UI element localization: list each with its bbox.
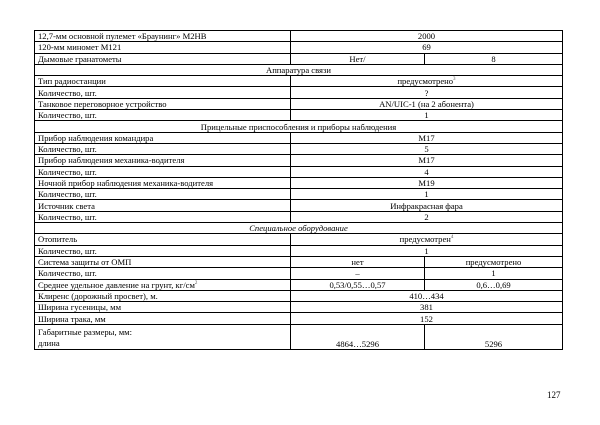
row-label bbox=[35, 166, 291, 177]
row-label bbox=[35, 87, 291, 98]
row-label-text: Прибор наблюдения механика-водителя bbox=[38, 155, 185, 166]
table-row bbox=[35, 132, 563, 143]
row-value-text: М17 bbox=[418, 132, 435, 143]
row-value bbox=[291, 76, 563, 87]
row-label-text: Танковое переговорное устройство bbox=[38, 98, 167, 109]
row-value-text: ? bbox=[424, 87, 429, 98]
row-label-text: Ширина трака, мм bbox=[38, 313, 106, 324]
row-label-text: Среднее удельное давление на грунт, кг/см bbox=[38, 279, 195, 290]
row-label-text: Количество, шт. bbox=[38, 189, 97, 200]
row-label-text: Система защиты от ОМП bbox=[38, 257, 132, 268]
table-row bbox=[35, 110, 563, 121]
row-label bbox=[35, 177, 291, 188]
row-label bbox=[35, 31, 291, 42]
row-label bbox=[35, 189, 291, 200]
table-row bbox=[35, 189, 563, 200]
row-label-text: Прибор наблюдения командира bbox=[38, 132, 154, 143]
row-value bbox=[291, 302, 563, 313]
row-value bbox=[291, 110, 563, 121]
row-label bbox=[35, 313, 291, 324]
row-label-text: Отопитель bbox=[38, 234, 78, 245]
row-label bbox=[35, 53, 291, 64]
row-value-text: 4 bbox=[424, 166, 429, 177]
row-label bbox=[35, 110, 291, 121]
row-value-b: 1 bbox=[425, 268, 563, 279]
row-value-a: Нет/ bbox=[291, 53, 425, 64]
table-row bbox=[35, 87, 563, 98]
table-row bbox=[35, 98, 563, 109]
row-value-b: предусмотрено bbox=[425, 256, 563, 267]
table-row bbox=[35, 53, 563, 64]
row-value-text: 1 bbox=[424, 110, 429, 121]
row-label-text: Количество, шт. bbox=[38, 245, 97, 256]
row-value-text: 69 bbox=[422, 42, 431, 53]
row-value-text: 152 bbox=[420, 313, 433, 324]
row-value-a: 0,53/0,55…0,57 bbox=[291, 279, 425, 290]
row-label bbox=[35, 245, 291, 256]
table-row bbox=[35, 245, 563, 256]
row-value bbox=[291, 189, 563, 200]
table-row bbox=[35, 268, 563, 279]
row-label-text: Тип радиостанции bbox=[38, 76, 106, 87]
row-label-text: Количество, шт. bbox=[38, 211, 97, 222]
row-label-text: Клиренс (дорожный просвет), м. bbox=[38, 290, 158, 301]
row-label-line-2: длина bbox=[38, 337, 60, 348]
row-value-a: – bbox=[291, 268, 425, 279]
row-label-text: 12,7-мм основной пулемет «Браунинг» М2НВ bbox=[38, 31, 207, 42]
table-row bbox=[35, 31, 563, 42]
table-row bbox=[35, 324, 563, 349]
page-number: 127 bbox=[547, 390, 561, 400]
table-row bbox=[35, 42, 563, 53]
row-value-b: 8 bbox=[425, 53, 563, 64]
row-label bbox=[35, 279, 291, 290]
row-value-text: 1 bbox=[424, 245, 429, 256]
row-value-text: предусмотрен bbox=[399, 234, 451, 245]
row-value bbox=[291, 290, 563, 301]
row-label-text: Дымовые гранатометы bbox=[38, 53, 122, 64]
row-value-text: 2000 bbox=[417, 31, 436, 42]
section-header-row bbox=[35, 223, 563, 234]
row-value-b: 0,6…0,69 bbox=[425, 279, 563, 290]
row-value bbox=[291, 42, 563, 53]
row-label-text: 120-мм миномет М121 bbox=[38, 42, 122, 53]
row-value bbox=[291, 143, 563, 154]
row-value bbox=[291, 87, 563, 98]
table-row bbox=[35, 177, 563, 188]
row-label bbox=[35, 256, 291, 267]
value-superscript: 3 bbox=[453, 77, 456, 83]
row-value-text: М19 bbox=[418, 178, 435, 188]
row-label-text: Количество, шт. bbox=[38, 268, 97, 279]
value-superscript: 4 bbox=[450, 235, 454, 241]
table-row bbox=[35, 76, 563, 87]
specifications-table-body bbox=[35, 31, 563, 350]
row-label bbox=[35, 234, 291, 245]
table-row bbox=[35, 200, 563, 211]
row-value bbox=[291, 98, 563, 109]
row-label-text: Источник света bbox=[38, 200, 95, 211]
row-label-text: Количество, шт. bbox=[38, 87, 97, 98]
row-value-text: 1 bbox=[424, 189, 429, 200]
row-value bbox=[291, 166, 563, 177]
row-label-text: Ночной прибор наблюдения механика-водителя bbox=[38, 178, 214, 188]
row-value bbox=[291, 211, 563, 222]
row-label bbox=[35, 290, 291, 301]
specifications-table bbox=[34, 30, 563, 350]
row-value bbox=[291, 313, 563, 324]
row-label bbox=[35, 211, 291, 222]
row-label bbox=[35, 76, 291, 87]
row-value bbox=[291, 177, 563, 188]
table-row bbox=[35, 234, 563, 245]
row-label bbox=[35, 42, 291, 53]
row-label-text: Количество, шт. bbox=[38, 110, 97, 121]
row-label bbox=[35, 132, 291, 143]
row-label-text: Количество, шт. bbox=[38, 144, 97, 155]
row-value-b: 5296 bbox=[425, 324, 563, 349]
row-label-text: Количество, шт. bbox=[38, 166, 97, 177]
section-title: Аппаратура связи bbox=[35, 64, 563, 75]
row-label-text: Габаритные размеры, мм: bbox=[38, 326, 133, 337]
row-value-text: 410…434 bbox=[409, 290, 444, 301]
row-value bbox=[291, 155, 563, 166]
label-superscript: 2 bbox=[194, 280, 198, 286]
row-label bbox=[35, 324, 291, 349]
row-value bbox=[291, 132, 563, 143]
row-label bbox=[35, 155, 291, 166]
table-row bbox=[35, 166, 563, 177]
row-value-text: 2 bbox=[424, 211, 429, 222]
row-label bbox=[35, 200, 291, 211]
row-value bbox=[291, 200, 563, 211]
row-value bbox=[291, 31, 563, 42]
table-row bbox=[35, 211, 563, 222]
row-value bbox=[291, 245, 563, 256]
section-title: Прицельные приспособления и приборы наблюдения bbox=[35, 121, 563, 132]
table-row bbox=[35, 155, 563, 166]
row-label bbox=[35, 268, 291, 279]
row-label bbox=[35, 302, 291, 313]
section-header-row bbox=[35, 64, 563, 75]
row-label-text: Ширина гусеницы, мм bbox=[38, 302, 122, 313]
row-value-text: М17 bbox=[418, 155, 435, 166]
table-row bbox=[35, 279, 563, 290]
row-value bbox=[291, 234, 563, 245]
row-label bbox=[35, 143, 291, 154]
row-value-text: AN/UIC-1 (на 2 абонента) bbox=[379, 98, 474, 109]
table-row bbox=[35, 302, 563, 313]
table-row bbox=[35, 313, 563, 324]
table-row bbox=[35, 290, 563, 301]
row-value-a: нет bbox=[291, 256, 425, 267]
table-row bbox=[35, 143, 563, 154]
table-row bbox=[35, 256, 563, 267]
row-value-text: 381 bbox=[420, 302, 433, 313]
row-value-a: 4864…5296 bbox=[291, 324, 425, 349]
row-value-text: 5 bbox=[424, 144, 429, 155]
row-label bbox=[35, 98, 291, 109]
row-value-text: предусмотрено bbox=[397, 76, 454, 87]
section-title: Специальное оборудование bbox=[35, 223, 563, 234]
section-header-row bbox=[35, 121, 563, 132]
row-value-text: Инфракрасная фара bbox=[390, 200, 463, 211]
